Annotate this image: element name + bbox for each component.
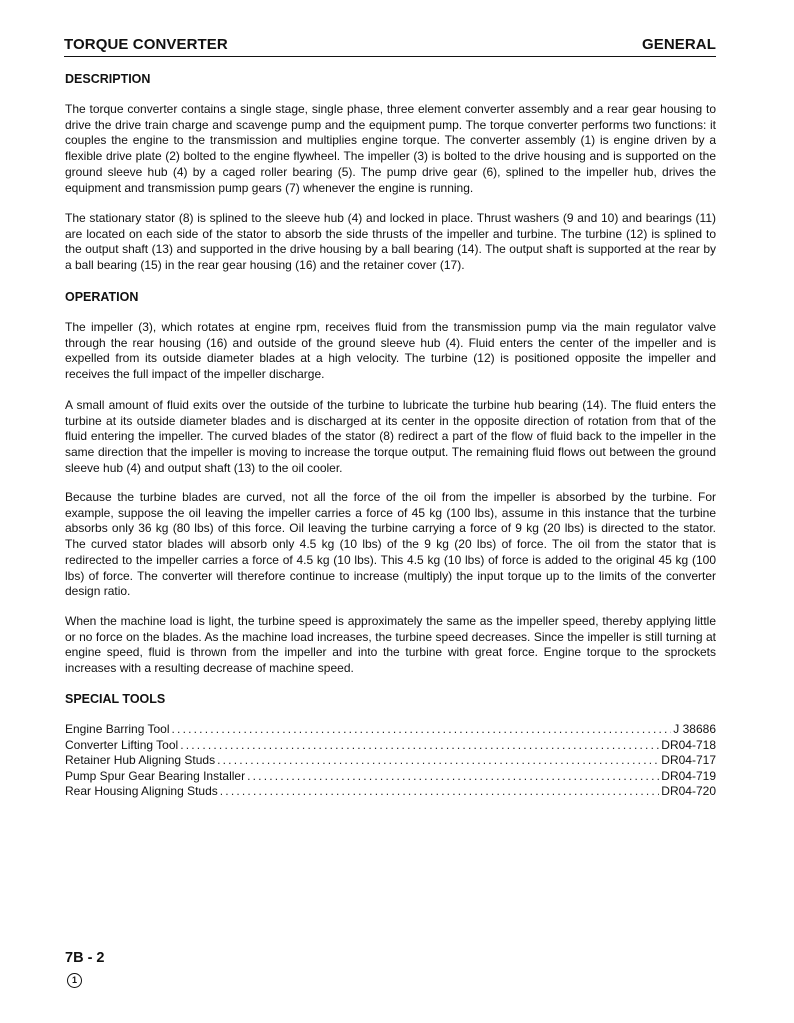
dot-leader xyxy=(172,722,672,738)
section-title: TORQUE CONVERTER xyxy=(64,36,228,53)
tool-name: Retainer Hub Aligning Studs xyxy=(65,753,216,768)
special-tools-list xyxy=(65,722,716,800)
description-paragraph: The stationary stator (8) is splined to the sleeve hub (4) and locked in place. Thrust washers (9 and 10) and bearings (11) are located on each side of the stator to absorb the side thrusts of the impeller and turbine. The turbine (12) is splined to the output shaft (13) and supported in the drive housing by a ball bearing (14). The output shaft is supported at the rear by a ball bearing (15) in the rear gear housing (16) and the retainer cover (17). xyxy=(65,211,716,273)
revision-badge: 1 xyxy=(67,973,82,988)
tool-row xyxy=(65,769,716,785)
page-number: 7B - 2 xyxy=(65,950,105,966)
tool-row xyxy=(65,722,716,738)
dot-leader xyxy=(180,738,659,754)
description-heading: DESCRIPTION xyxy=(65,72,151,86)
tool-row xyxy=(65,784,716,800)
dot-leader xyxy=(247,769,659,785)
operation-paragraph: Because the turbine blades are curved, not all the force of the oil from the impeller is absorbed by the turbine. For example, suppose the oil leaving the impeller carries a force of 45 kg (100 lbs), assume in this instance that the turbine absorbs only 36 kg (80 lbs) of this force. Oil leaving the turbine carrying a force of 9 kg (20 lbs) is directed to the stator. The curved stator blades will absorb only 4.5 kg (10 lbs) of the 9 kg (20 lbs) of force. The oil from the stator that is redirected to the impeller carries a force of 4.5 kg (10 lbs). This 4.5 kg (10 lbs) of force is added to the original 45 kg (100 lbs) of force. The converter will therefore continue to increase (multiply) the input torque up to the limits of the converter design ratio. xyxy=(65,490,716,599)
dot-leader xyxy=(220,784,660,800)
tool-name: Rear Housing Aligning Studs xyxy=(65,784,218,799)
tool-name: Pump Spur Gear Bearing Installer xyxy=(65,768,246,783)
tool-name: Engine Barring Tool xyxy=(65,722,170,736)
description-paragraph: The torque converter contains a single stage, single phase, three element converter assembly and a rear gear housing to drive the drive train charge and scavenge pump and the equipment pump. The torque converter performs two functions: it couples the engine to the transmission and multiplies engine torque. The converter assembly (1) is engine driven by a flexible drive plate (2) bolted to the engine flywheel. The impeller (3) is bolted to the drive housing and is supported on the ground sleeve hub (4) by a caged roller bearing (5). The pump drive gear (6), splined to the impeller hub, drives the equipment and transmission pump gears (7) whenever the engine is running. xyxy=(65,102,716,195)
special-tools-heading: SPECIAL TOOLS xyxy=(65,692,166,706)
page-header xyxy=(64,36,716,57)
tool-part-number: DR04-720 xyxy=(661,784,716,799)
operation-paragraph: A small amount of fluid exits over the outside of the turbine to lubricate the turbine hub bearing (14). The fluid enters the turbine at its outside diameter blades and is discharged at its center in the opposite direction of rotation from that of the fluid entering the impeller. The curved blades of the stator (8) redirect a part of the flow of fluid back to the impeller in the same direction that the impeller is moving to increase the torque output. The remaining fluid flows out between the ground sleeve hub (4) and output shaft (13) to the oil cooler. xyxy=(65,398,716,475)
tool-name: Converter Lifting Tool xyxy=(65,737,179,752)
operation-heading: OPERATION xyxy=(65,290,139,304)
operation-paragraph: The impeller (3), which rotates at engine rpm, receives fluid from the transmission pump via the main regulator valve through the rear housing (16) and outside of the ground sleeve hub (4). Fluid enters the center of the impeller and is expelled from its outside diameter blades at a high velocity. The turbine (12) is positioned opposite the impeller and receives the full impact of the impeller discharge. xyxy=(65,320,716,382)
operation-paragraph: When the machine load is light, the turbine speed is approximately the same as the impeller speed, thereby applying little or no force on the blades. As the machine load increases, the turbine speed decreases. Since the impeller is still turning at engine speed, fluid is thrown from the impeller and into the turbine with great force. Engine torque to the sprockets increases with a resulting decrease of machine speed. xyxy=(65,614,716,676)
tool-part-number: DR04-719 xyxy=(661,768,716,783)
tool-row xyxy=(65,753,716,769)
tool-row xyxy=(65,738,716,754)
dot-leader xyxy=(217,753,659,769)
tool-part-number: DR04-718 xyxy=(661,737,716,752)
tool-part-number: DR04-717 xyxy=(661,753,716,768)
section-category: GENERAL xyxy=(641,36,716,53)
tool-part-number: J 38686 xyxy=(673,722,716,736)
